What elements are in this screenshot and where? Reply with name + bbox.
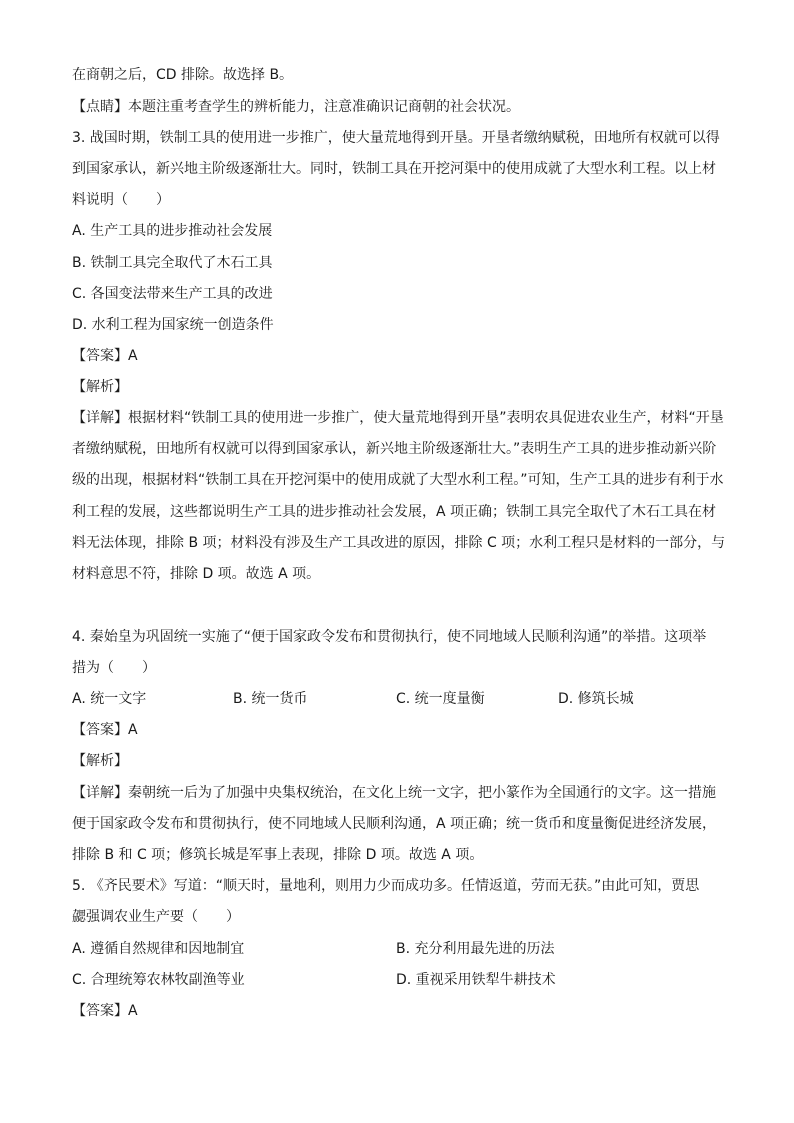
q4-stem-line-2: 措为（ ） bbox=[72, 660, 156, 676]
q5-option-d: D. 重视采用铁犁牛耕技术 bbox=[396, 972, 556, 988]
prev-note: 【点睛】本题注重考查学生的辨析能力，注意准确识记商朝的社会状况。 bbox=[72, 99, 520, 115]
q5-option-c: C. 合理统筹农林牧副渔等业 bbox=[72, 972, 245, 988]
q3-answer: 【答案】A bbox=[72, 348, 138, 364]
q4-option-b: B. 统一货币 bbox=[233, 691, 308, 707]
q4-detail-line-1: 【详解】秦朝统一后为了加强中央集权统治，在文化上统一文字，把小篆作为全国通行的文字。这一措施 bbox=[72, 785, 716, 801]
q5-option-a: A. 遵循自然规律和因地制宜 bbox=[72, 941, 245, 957]
q3-detail-line-1: 【详解】根据材料“铁制工具的使用进一步推广，使大量荒地得到开垦”表明农具促进农业生产，材料“开垦 bbox=[72, 410, 724, 426]
q4-option-d: D. 修筑长城 bbox=[558, 691, 634, 707]
q4-detail-line-2: 便于国家政令发布和贯彻执行，使不同地域人民顺利沟通，A 项正确；统一货币和度量衡促进经济发展， bbox=[72, 816, 717, 832]
q4-detail-line-3: 排除 B 和 C 项；修筑长城是军事上表现，排除 D 项。故选 A 项。 bbox=[72, 847, 484, 863]
q3-stem-line-3: 料说明（ ） bbox=[72, 192, 170, 208]
q3-option-d: D. 水利工程为国家统一创造条件 bbox=[72, 317, 274, 333]
q3-option-c: C. 各国变法带来生产工具的改进 bbox=[72, 286, 273, 302]
q4-answer: 【答案】A bbox=[72, 722, 138, 738]
q3-detail-line-4: 利工程的发展，这些都说明生产工具的进步推动社会发展，A 项正确；铁制工具完全取代了木石工具在材 bbox=[72, 504, 717, 520]
q4-option-c: C. 统一度量衡 bbox=[396, 691, 485, 707]
q4-stem-line-1: 4. 秦始皇为巩固统一实施了“便于国家政令发布和贯彻执行，使不同地域人民顺利沟通”的举措。这项举 bbox=[72, 629, 707, 645]
q3-option-b: B. 铁制工具完全取代了木石工具 bbox=[72, 255, 273, 271]
q3-detail-line-3: 级的出现，根据材料“铁制工具在开挖河渠中的使用成就了大型水利工程。”可知，生产工具的进步有利于水 bbox=[72, 472, 724, 488]
prev-answer-line: 在商朝之后，CD 排除。故选择 B。 bbox=[72, 67, 294, 83]
q3-stem-line-2: 到国家承认，新兴地主阶级逐渐壮大。同时，铁制工具在开挖河渠中的使用成就了大型水利工程。以上材 bbox=[72, 161, 716, 177]
q5-stem-line-2: 勰强调农业生产要（ ） bbox=[72, 909, 240, 925]
q4-option-a: A. 统一文字 bbox=[72, 691, 147, 707]
q3-detail-line-6: 材料意思不符，排除 D 项。故选 A 项。 bbox=[72, 566, 321, 582]
q3-detail-line-2: 者缴纳赋税，田地所有权就可以得到国家承认，新兴地主阶级逐渐壮大。”表明生产工具的进步推动新兴阶 bbox=[72, 441, 717, 457]
q3-detail-line-5: 料无法体现，排除 B 项；材料没有涉及生产工具改进的原因，排除 C 项；水利工程只是材料的一部分，与 bbox=[72, 535, 726, 551]
q3-analysis-heading: 【解析】 bbox=[72, 379, 128, 395]
q3-stem-line-1: 3. 战国时期，铁制工具的使用进一步推广，使大量荒地得到开垦。开垦者缴纳赋税，田地所有权就可以得 bbox=[72, 130, 720, 146]
q5-option-b: B. 充分利用最先进的历法 bbox=[396, 941, 555, 957]
q5-stem-line-1: 5. 《齐民要术》写道：“顺天时，量地利，则用力少而成功多。任情返道，劳而无获。”由此可知，贾思 bbox=[72, 878, 700, 894]
q5-answer: 【答案】A bbox=[72, 1003, 138, 1019]
q4-analysis-heading: 【解析】 bbox=[72, 753, 128, 769]
q3-option-a: A. 生产工具的进步推动社会发展 bbox=[72, 223, 273, 239]
